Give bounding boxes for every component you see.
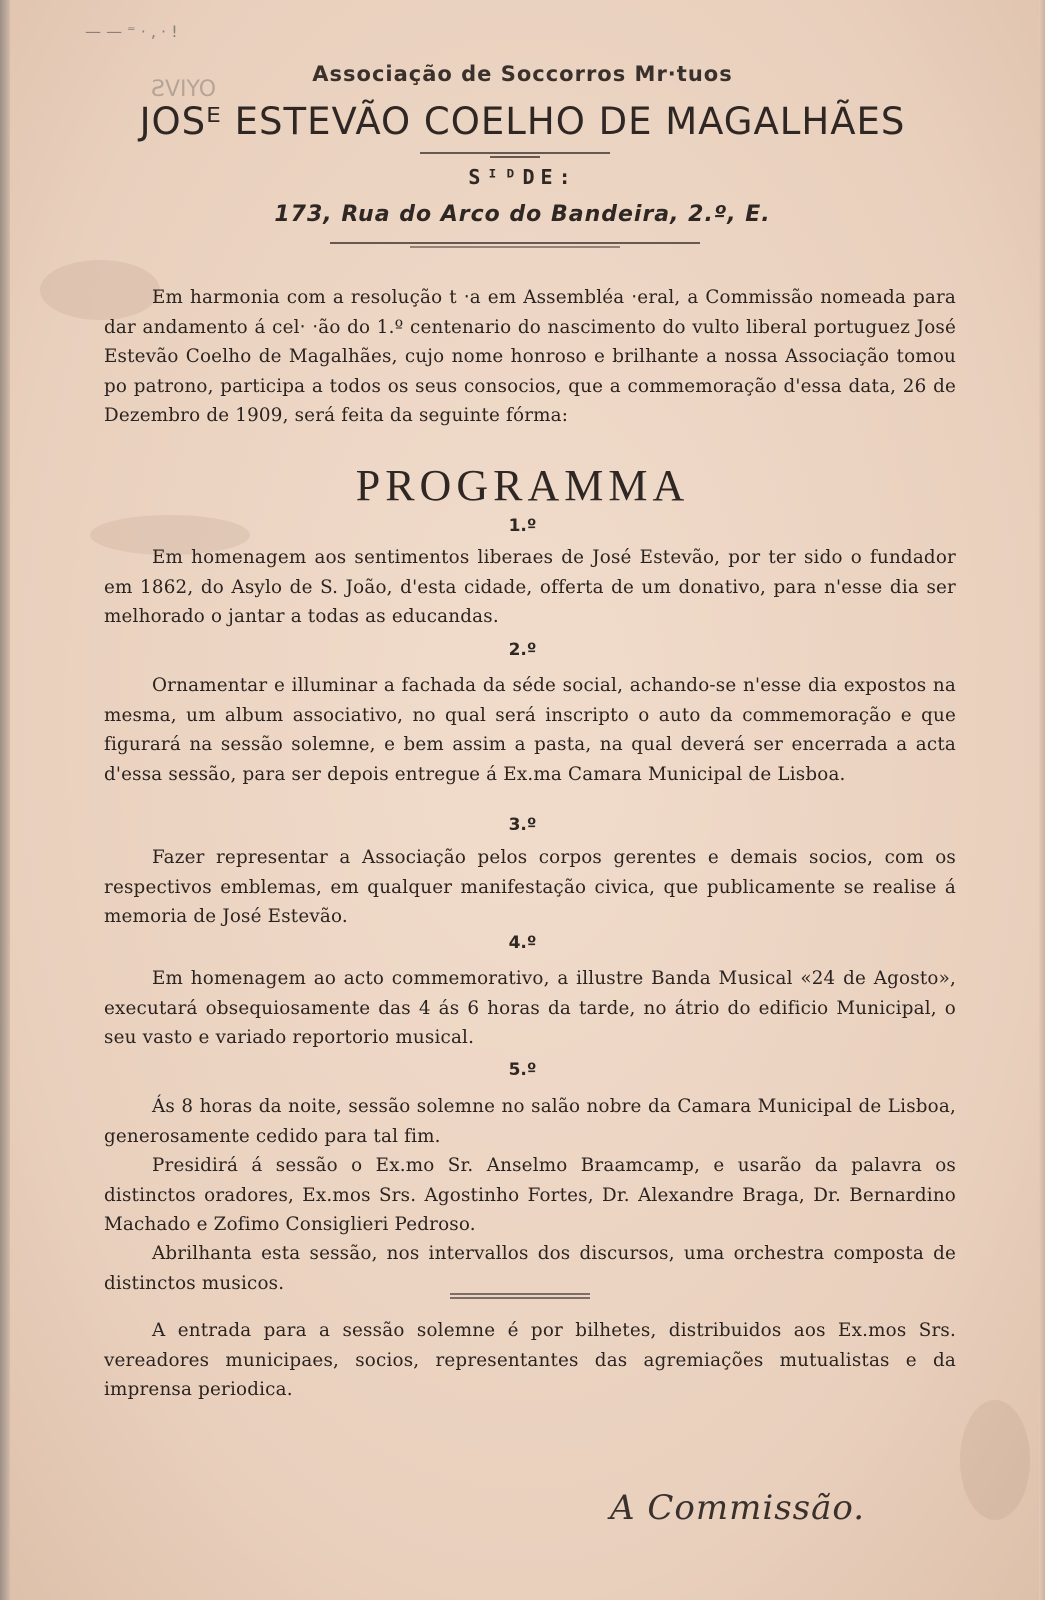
paper-edge-right: [1039, 0, 1045, 1600]
item-paragraph: Fazer representar a Associação pelos corpos gerentes e demais socios, com os respectivos emblemas, em qualquer manifestação civica, que publicamente se realise á memoria de José Estevão.: [104, 847, 956, 927]
patron-name-heading: JOSᴱ ESTEVÃO COELHO DE MAGALHÃES: [139, 100, 906, 143]
paper-edge-left: [0, 0, 10, 1600]
item-number: 1.º: [508, 516, 537, 536]
item-paragraph: Abrilhanta esta sessão, nos intervallos dos discursos, uma orchestra composta de distinctos musicos.: [104, 1243, 956, 1294]
item-number: 3.º: [508, 815, 537, 835]
programme-title: PROGRAMMA: [355, 461, 690, 510]
double-rule: [420, 150, 620, 160]
signature: A Commissão.: [610, 1488, 866, 1528]
closing-paragraph: A entrada para a sessão solemne é por bilhetes, distribuidos aos Ex.mos Srs. vereadores municipaes, socios, representantes das agremiações mutualistas e da imprensa periodica.: [104, 1320, 956, 1400]
sede-label: SᴵᴰDE:: [468, 165, 577, 189]
item-paragraph: Ornamentar e illuminar a fachada da séde social, achando-se n'esse dia expostos na mesma, um album associativo, no qual será inscripto o auto da commemoração e que figurará na sessão solemne, e bem assim a pasta, na qual deverá ser encerrada a acta d'essa sessão, para ser depois entregue á Ex.ma Camara Municipal de Lisboa.: [104, 675, 956, 785]
closing-rule: [450, 1292, 600, 1302]
item-paragraph: Presidirá á sessão o Ex.mo Sr. Anselmo Braamcamp, e usarão da palavra os distinctos oradores, Ex.mos Srs. Agostinho Fortes, Dr. Alexandre Braga, Dr. Bernardino Machado e Zofimo Consiglieri Pedroso.: [104, 1155, 956, 1235]
stamp-top-text: — — ⁼ · , · !: [85, 22, 178, 41]
paper-stain: [960, 1400, 1030, 1520]
intro-paragraph: Em harmonia com a resolução t ‧a em Assembléa ‧eral, a Commissão nomeada para dar andamento á cel‧ ‧ão do 1.º centenario do nascimento do vulto liberal portuguez José Estevão Coelho de Magalhães, cujo nome honroso e brilhante a nossa Associação tomou po patrono, participa a todos os seus consocios, que a commemoração d'essa data, 26 de Dezembro de 1909, será feita da seguinte fórma:: [104, 287, 956, 426]
item-paragraph: Em homenagem aos sentimentos liberaes de José Estevão, por ter sido o fundador em 1862, do Asylo de S. João, d'esta cidade, offerta de um donativo, para n'esse dia ser melhorado o jantar a todas as educandas.: [104, 547, 956, 627]
item-number: 5.º: [508, 1060, 537, 1080]
item-paragraph: Ás 8 horas da noite, sessão solemne no salão nobre da Camara Municipal de Lisboa, generosamente cedido para tal fim.: [104, 1096, 956, 1147]
item-number: 4.º: [508, 933, 537, 953]
association-heading: Associação de Soccorros Mr·tuos: [312, 62, 733, 86]
item-number: 2.º: [508, 640, 537, 660]
stamp-faded-text: ƧVIYO: [151, 77, 217, 102]
headquarters-address: 173, Rua do Arco do Bandeira, 2.º, E.: [274, 202, 771, 227]
item-paragraph: Em homenagem ao acto commemorativo, a illustre Banda Musical «24 de Agosto», executará obsequiosamente das 4 ás 6 horas da tarde, no átrio do edificio Municipal, o seu vasto e variado reportorio musical.: [104, 968, 956, 1048]
address-rule: [330, 240, 710, 250]
